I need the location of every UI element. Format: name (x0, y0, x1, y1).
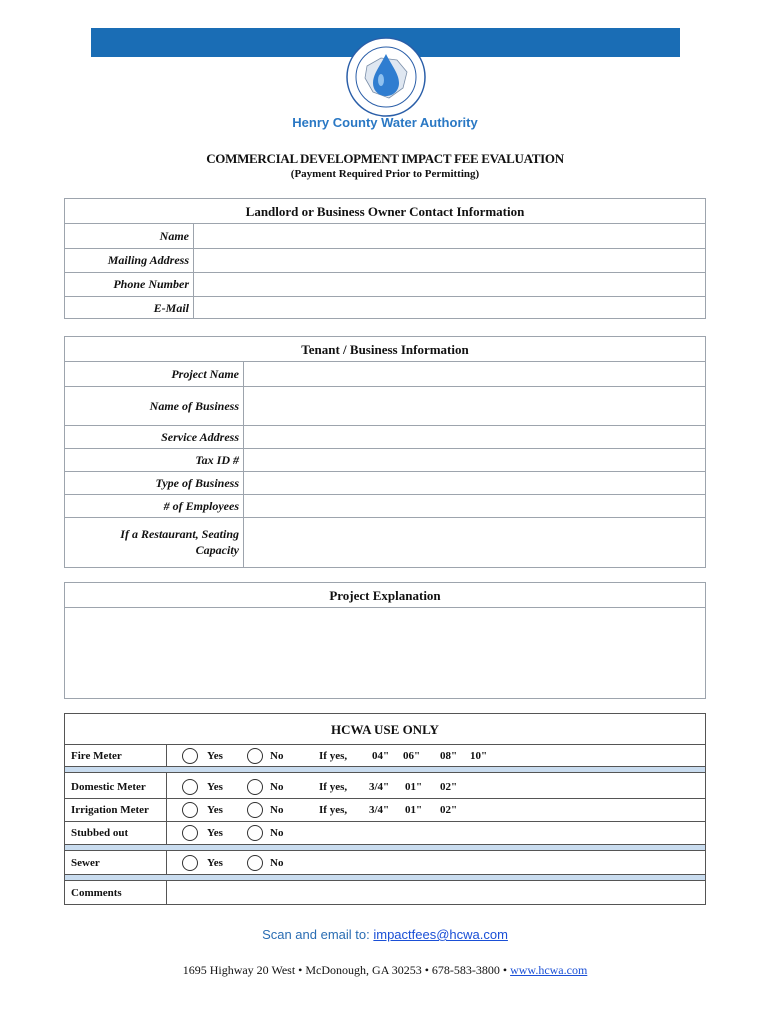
size-option[interactable]: 02" (440, 781, 458, 793)
footer-address (0, 963, 770, 978)
field-label: Name of Business (65, 386, 244, 425)
hcwa-logo (345, 36, 427, 118)
no-label: No (270, 781, 284, 793)
no-label: No (270, 827, 284, 839)
domestic-meter-row (65, 776, 705, 798)
irrigation-meter-row (65, 799, 705, 821)
yes-label: Yes (207, 781, 223, 793)
irrigation-meter-yes-radio[interactable] (182, 802, 198, 818)
hcwa-use-only-section (64, 713, 706, 905)
website-link[interactable]: www.hcwa.com (510, 963, 588, 977)
field-label: Service Address (65, 425, 244, 448)
size-option[interactable]: 3/4" (369, 804, 390, 816)
sewer-yes-radio[interactable] (182, 855, 198, 871)
seating-capacity-field[interactable] (244, 517, 706, 567)
if-yes-label: If yes, (319, 750, 348, 762)
scan-text: Scan and email to: (262, 927, 374, 942)
fire-meter-label: Fire Meter (71, 750, 122, 762)
hcwa-heading: HCWA USE ONLY (331, 722, 439, 737)
size-option[interactable]: 06" (403, 750, 421, 762)
no-label: No (270, 804, 284, 816)
fire-meter-yes-radio[interactable] (182, 748, 198, 764)
field-label: Project Name (65, 362, 244, 386)
field-label: E-Mail (65, 296, 194, 319)
size-option[interactable]: 3/4" (369, 781, 390, 793)
email-link[interactable]: impactfees@hcwa.com (373, 927, 508, 942)
yes-label: Yes (207, 827, 223, 839)
landlord-heading: Landlord or Business Owner Contact Information (65, 199, 705, 224)
comments-row (65, 882, 705, 904)
domestic-meter-yes-radio[interactable] (182, 779, 198, 795)
landlord-section (64, 198, 706, 319)
field-label: If a Restaurant, Seating Capacity (65, 517, 244, 567)
sewer-label: Sewer (71, 857, 100, 869)
service-address-field[interactable] (244, 425, 706, 448)
yes-label: Yes (207, 750, 223, 762)
tenant-table (65, 362, 705, 567)
yes-label: Yes (207, 857, 223, 869)
if-yes-label: If yes, (319, 781, 348, 793)
landlord-table (65, 224, 705, 319)
yes-label: Yes (207, 804, 223, 816)
explanation-field[interactable] (65, 608, 705, 698)
tenant-section (64, 336, 706, 568)
name-field[interactable] (194, 224, 706, 248)
comments-field[interactable] (167, 882, 705, 904)
size-option[interactable]: 02" (440, 804, 458, 816)
tax-id-field[interactable] (244, 448, 706, 471)
field-label: Tax ID # (65, 448, 244, 471)
size-option[interactable]: 01" (405, 804, 423, 816)
comments-label: Comments (71, 887, 122, 899)
employees-field[interactable] (244, 494, 706, 517)
stubbed-out-yes-radio[interactable] (182, 825, 198, 841)
scan-instructions (0, 927, 770, 942)
explanation-heading: Project Explanation (65, 583, 705, 608)
stubbed-out-row (65, 822, 705, 844)
field-label: Phone Number (65, 272, 194, 296)
if-yes-label: If yes, (319, 804, 348, 816)
page-subtitle: (Payment Required Prior to Permitting) (290, 168, 480, 180)
stubbed-out-no-radio[interactable] (247, 825, 263, 841)
field-label: Type of Business (65, 471, 244, 494)
org-name: Henry County Water Authority (292, 115, 478, 130)
size-option[interactable]: 01" (405, 781, 423, 793)
mailing-address-field[interactable] (194, 248, 706, 272)
no-label: No (270, 750, 284, 762)
field-label: # of Employees (65, 494, 244, 517)
email-field[interactable] (194, 296, 706, 319)
domestic-meter-no-radio[interactable] (247, 779, 263, 795)
field-label: Mailing Address (65, 248, 194, 272)
tenant-heading: Tenant / Business Information (65, 337, 705, 362)
irrigation-meter-label: Irrigation Meter (71, 804, 149, 816)
business-type-field[interactable] (244, 471, 706, 494)
no-label: No (270, 857, 284, 869)
address-text: 1695 Highway 20 West • McDonough, GA 30253 • 678-583-3800 • (182, 963, 511, 977)
stubbed-out-label: Stubbed out (71, 827, 129, 839)
domestic-meter-label: Domestic Meter (71, 781, 146, 793)
business-name-field[interactable] (244, 386, 706, 425)
fire-meter-row (65, 746, 705, 766)
project-name-field[interactable] (244, 362, 706, 386)
fire-meter-no-radio[interactable] (247, 748, 263, 764)
size-option[interactable]: 10" (470, 750, 488, 762)
size-option[interactable]: 08" (440, 750, 458, 762)
field-label: Name (65, 224, 194, 248)
sewer-row (65, 852, 705, 874)
irrigation-meter-no-radio[interactable] (247, 802, 263, 818)
size-option[interactable]: 04" (372, 750, 390, 762)
page-title: COMMERCIAL DEVELOPMENT IMPACT FEE EVALUATION (206, 151, 564, 166)
sewer-no-radio[interactable] (247, 855, 263, 871)
phone-number-field[interactable] (194, 272, 706, 296)
explanation-section (64, 582, 706, 699)
